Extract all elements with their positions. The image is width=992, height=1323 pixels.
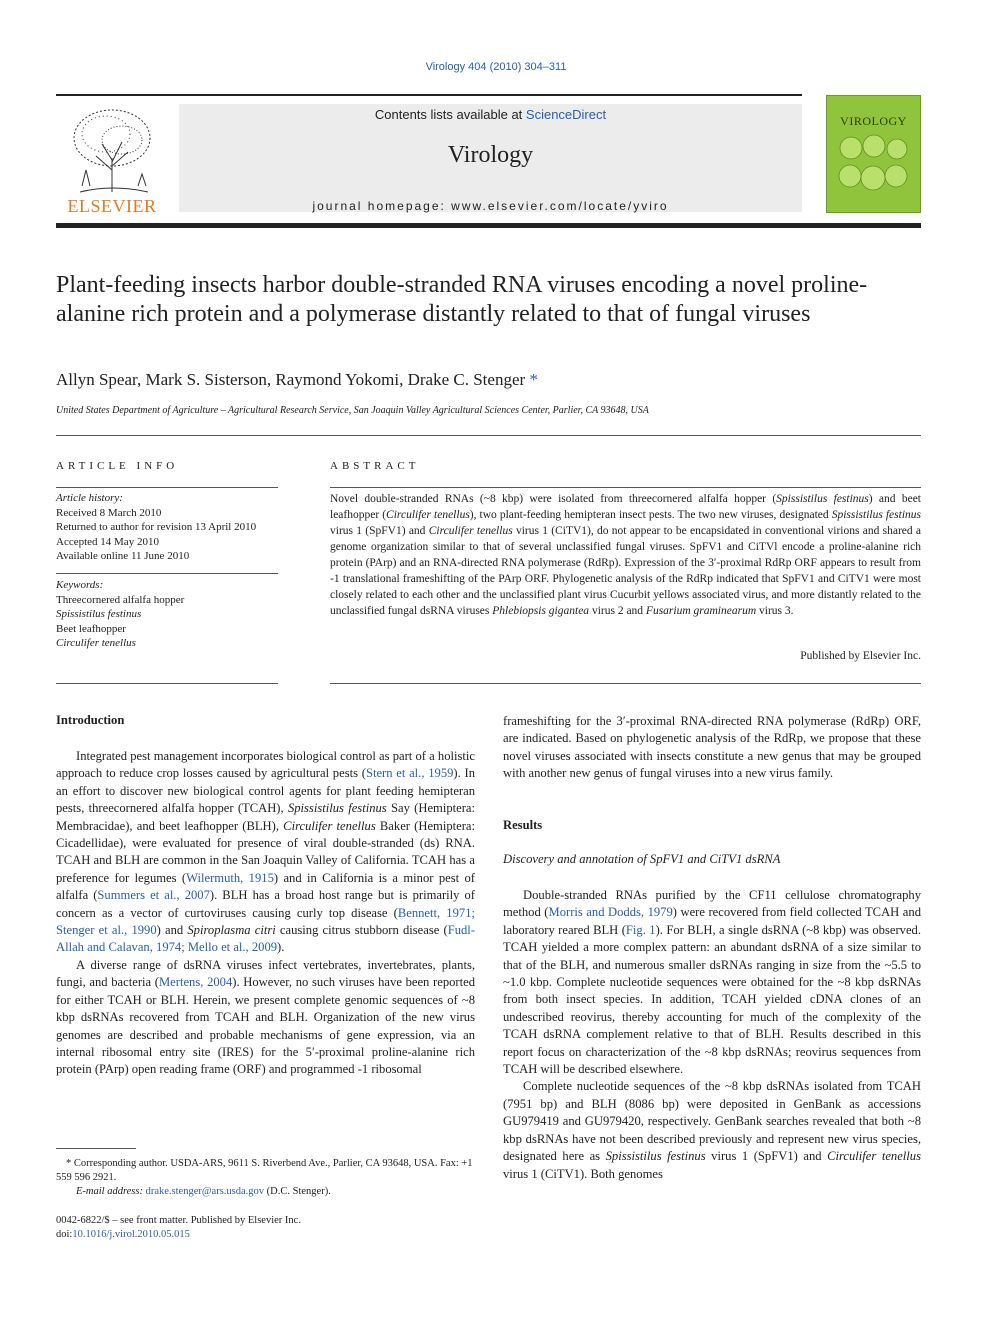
ref-link[interactable]: Wilermuth, 1915: [186, 870, 274, 885]
cover-title: VIROLOGY: [840, 114, 907, 128]
keyword-item: Spissistilus festinus: [56, 608, 142, 620]
discovery-subheading: Discovery and annotation of SpFV1 and CiTV1 dsRNA: [503, 852, 781, 866]
article-info-rule-top: [56, 487, 278, 488]
article-title: Plant-feeding insects harbor double-stranded RNA viruses encoding a novel proline-alanine rich protein and a polymerase distantly related to that of fungal viruses: [56, 272, 868, 327]
email-label: E-mail address:: [76, 1186, 146, 1197]
article-history: [56, 491, 278, 564]
ref-link[interactable]: Summers et al., 2007: [97, 888, 210, 903]
corresponding-footnote: [56, 1157, 486, 1199]
journal-cover-image: [826, 95, 921, 213]
figure-link[interactable]: Fig. 1: [625, 922, 656, 937]
history-label: Article history:: [56, 492, 123, 504]
header-top-rule: [56, 94, 802, 96]
article-info-rule-mid: [56, 573, 278, 574]
body-left-column: [56, 748, 475, 1079]
intro-paragraph-2-continued: frameshifting for the 3′-proximal RNA-directed RNA polymerase (RdRp) ORF, are indicated. Based on phylogenetic analysis of the RdRp, we propose that these novel viruses associated with insects constitute a new genus that may be grouped with another new genus of fungal viruses into a new virus family.: [503, 714, 921, 781]
author-list: [56, 370, 916, 390]
ref-link[interactable]: Stern et al., 1959: [365, 766, 454, 781]
ref-link[interactable]: Bennett, 1971; Stenger et al., 1990: [56, 905, 475, 938]
history-received: Received 8 March 2010: [56, 506, 162, 519]
front-matter: [56, 1214, 486, 1242]
affiliation: United States Department of Agriculture – Agricultural Research Service, San Joaquin Valley Agricultural Sciences Center, Parlier, CA 93648, USA: [56, 405, 649, 416]
body-right-column: [503, 887, 921, 1183]
email-link[interactable]: drake.stenger@ars.usda.gov: [145, 1186, 265, 1197]
results-paragraph-1: Double-stranded RNAs purified by the CF11 cellulose chromatography method (Morris and Dodds, 1979) were recovered from field collected TCAH and laboratory reared BLH (Fig. 1). For BLH, a single dsRNA (~8 kbp) was observed. TCAH yielded a more complex pattern: an abundant dsRNA of a size similar to that of the BLH, and numerous smaller dsRNAs ranging in size from the ~5.5 to ~1.0 kbp. Complete nucleotide sequences were obtained for the ~8 kbp dsRNAs from both insect species. In addition, TCAH yielded cDNA clones of an undescribed reovirus, thereby accounting for much of the complexity of the TCAH dsRNA complement relative to that of BLH. Results described in this report focus on characterization of the ~8 kbp dsRNAs; reovirus sequences from TCAH will be described elsewhere.: [503, 888, 921, 1077]
ref-link[interactable]: Fudl-Allah and Calavan, 1974; Mello et al., 2009: [56, 923, 475, 955]
keyword-item: Threecornered alfalfa hopper: [56, 593, 185, 606]
contents-line: [179, 107, 802, 122]
affiliation-rule: [56, 435, 921, 436]
abstract-rule-bottom: [330, 683, 921, 684]
article-info-rule-bottom: [56, 683, 278, 684]
abstract-heading: ABSTRACT: [330, 460, 420, 472]
keywords: [56, 578, 278, 651]
keywords-label: Keywords:: [56, 579, 104, 591]
elsevier-wordmark: ELSEVIER: [67, 196, 157, 216]
abstract-text: Novel double-stranded RNAs (~8 kbp) were isolated from threecornered alfalfa hopper (Spissistilus festinus) and beet leafhopper (Circulifer tenellus), two plant-feeding hemipteran insect pests. The two new viruses, designated Spissistilus festinus virus 1 (SpFV1) and Circulifer tenellus virus 1 (CiTV1), do not appear to be encapsidated in conventional virions and shared a genome organization similar to that of several unclassified fungal viruses. SpFV1 and CiTVl encode a proline-alanine rich protein (PArp) and an RNA-directed RNA polymerase (RdRp). Expression of the 3′-proximal RdRp ORF appears to result from -1 translational frameshifting of the PArp ORF. Phylogenetic analysis of the RdRp indicated that SpFV1 and CiTV1 were most closely related to each other and the unclassified plant virus Cucurbit yellows associated virus, and more distantly related to the unclassified fungal dsRNA viruses Phlebiopsis gigantea virus 2 and Fusarium graminearum virus 3.: [330, 493, 922, 617]
abstract-rule-top: [330, 487, 921, 488]
history-online: Available online 11 June 2010: [56, 550, 190, 562]
results-heading: Results: [503, 818, 543, 832]
sciencedirect-link[interactable]: ScienceDirect: [525, 107, 607, 122]
keyword-item: Circulifer tenellus: [56, 637, 136, 649]
issn-line: 0042-6822/$ – see front matter. Published by Elsevier Inc.: [56, 1215, 301, 1226]
results-paragraph-2: Complete nucleotide sequences of the ~8 kbp dsRNAs isolated from TCAH (7951 bp) and BLH (8086 bp) were deposited in GenBank as accessions GU979419 and GU979420, respectively. GenBank searches revealed that both ~8 kbp dsRNAs have not been described previously and represent new virus species, designated here as Spissistilus festinus virus 1 (SpFV1) and Circulifer tenellus virus 1 (CiTV1). Both genomes: [503, 1079, 921, 1181]
corresponding-address: * Corresponding author. USDA-ARS, 9611 S. Riverbend Ave., Parlier, CA 93648, USA. Fax: +1 559 596 2921.: [56, 1158, 473, 1183]
intro-paragraph-2: A diverse range of dsRNA viruses infect vertebrates, invertebrates, plants, fungi, and bacteria (Mertens, 2004). However, no such viruses have been reported for either TCAH or BLH. Herein, we present complete genomic sequences of ~8 kbp dsRNAs recovered from TCAH and BLH. Organization of the new virus genomes are described and probable mechanisms of gene expression, via an internal ribosomal entry site (IRES) for the 5′-proximal proline-alanine rich protein (PArp) open reading frame (ORF) and programmed -1 ribosomal: [56, 957, 475, 1077]
body-right-column-top: [503, 713, 921, 783]
doi-label: doi:: [56, 1229, 73, 1240]
article-info-heading: ARTICLE INFO: [56, 460, 179, 472]
cover-leaves-icon: [837, 134, 910, 194]
corresponding-author-mark[interactable]: *: [529, 370, 538, 389]
doi-link[interactable]: 10.1016/j.virol.2010.05.015: [72, 1229, 190, 1240]
authors-names: Allyn Spear, Mark S. Sisterson, Raymond Yokomi, Drake C. Stenger: [56, 370, 526, 389]
contents-prefix: Contents lists available at: [374, 107, 526, 122]
footnote-rule: [56, 1148, 136, 1149]
introduction-heading: Introduction: [56, 713, 125, 727]
header-bottom-rule: [56, 223, 921, 228]
journal-homepage[interactable]: journal homepage: www.elsevier.com/locate/yviro: [312, 199, 669, 213]
journal-name: Virology: [447, 142, 534, 168]
published-by: Published by Elsevier Inc.: [800, 650, 921, 662]
ref-link[interactable]: Mertens, 2004: [158, 975, 233, 990]
ref-link[interactable]: Morris and Dodds, 1979: [548, 905, 673, 920]
keyword-item: Beet leafhopper: [56, 622, 126, 635]
email-suffix: (D.C. Stenger).: [264, 1186, 331, 1197]
history-revision: Returned to author for revision 13 April 2010: [56, 521, 257, 533]
journal-citation-link[interactable]: Virology 404 (2010) 304–311: [425, 61, 567, 73]
intro-paragraph-1: Integrated pest management incorporates biological control as part of a holistic approach to reduce crop losses caused by agricultural pests (Stern et al., 1959). In an effort to discover new biological control agents for plant feeding hemipteran pests, threecornered alfalfa hopper (TCAH), Spissistilus festinus Say (Hemiptera: Membracidae), and beet leafhopper (BLH), Circulifer tenellus Baker (Hemiptera: Cicadellidae), were evaluated for presence of viral double-stranded (ds) RNA. TCAH and BLH are common in the San Joaquin Valley of California. TCAH has a preference for legumes (Wilermuth, 1915) and in California is a minor pest of alfalfa (Summers et al., 2007). BLH has a broad host range but is primarily of concern as a vector of curtoviruses causing curly top disease (Bennett, 1971; Stenger et al., 1990) and Spiroplasma citri causing citrus stubborn disease (Fudl-Allah and Calavan, 1974; Mello et al., 2009).: [56, 749, 476, 955]
history-accepted: Accepted 14 May 2010: [56, 535, 159, 548]
